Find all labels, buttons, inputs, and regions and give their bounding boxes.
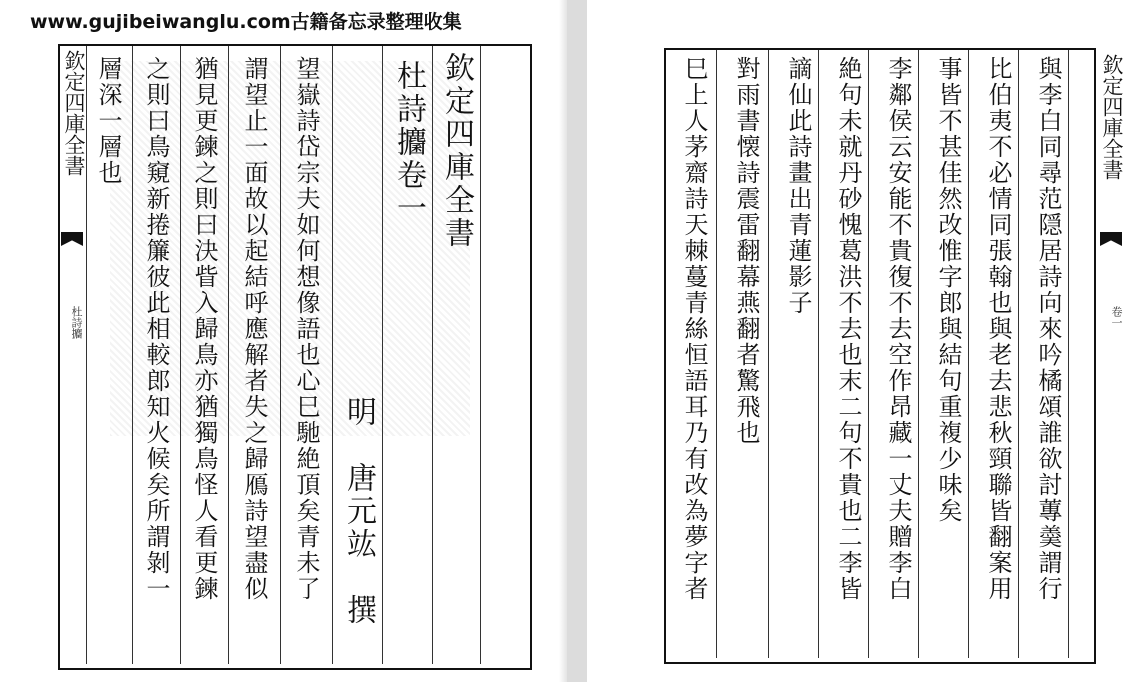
book-gutter-shadow	[559, 0, 567, 682]
text-column: 之則曰鳥窺新捲簾彼此相較郎知火候矣所謂剝一	[142, 56, 170, 602]
column-rule	[86, 46, 87, 664]
column-rule	[180, 46, 181, 664]
text-column: 李鄰侯云安能不貴復不去空作昂藏一丈夫贈李白	[884, 56, 912, 602]
text-column: 層深一層也	[94, 56, 122, 186]
text-column: 猶見更鍊之則曰決眥入歸鳥亦猶獨鳥怪人看更鍊	[190, 56, 218, 602]
column-rule	[818, 50, 819, 658]
text-column: 謫仙此詩畫出青蓮影子	[784, 56, 812, 316]
column-rule	[768, 50, 769, 658]
text-column: 對雨書懐詩震雷翻幕燕翻者驚飛也	[732, 56, 760, 446]
left-page	[40, 36, 562, 682]
column-rule	[432, 46, 433, 664]
column-rule	[1068, 50, 1069, 658]
column-rule	[868, 50, 869, 658]
right-page	[640, 36, 1147, 682]
text-column: 比伯夷不必情同張翰也與老去悲秋頸聯皆翻案用	[984, 56, 1012, 602]
column-rule	[1018, 50, 1019, 658]
right-side-label: 卷一	[1110, 306, 1123, 328]
text-column: 望嶽詩岱宗夫如何想像語也心巳馳絶頂矣青未了	[292, 56, 320, 602]
text-column: 欽定四庫全書	[439, 52, 474, 250]
left-side-label: 杜詩攟	[70, 306, 83, 339]
watermark: www.gujibeiwanglu.com古籍备忘录整理收集	[30, 11, 462, 33]
book-gutter	[567, 0, 587, 682]
column-rule	[480, 46, 481, 664]
column-rule	[280, 46, 281, 664]
column-rule	[382, 46, 383, 664]
column-rule	[228, 46, 229, 664]
left-edge-label: 欽定四庫全書	[62, 50, 86, 176]
text-column: 謂望止一面故以起結呼應解者失之歸鴈詩望盡似	[240, 56, 268, 602]
text-column: 事皆不甚佳然改惟字郎與結句重複少味矣	[934, 56, 962, 524]
text-column: 巳上人茅齋詩天棘蔓青絲恒語耳乃有改為夢字者	[680, 56, 708, 602]
text-column: 明 唐元竑 撰	[341, 396, 376, 627]
column-rule	[968, 50, 969, 658]
column-rule	[132, 46, 133, 664]
fish-tail-mark	[1100, 232, 1122, 246]
right-edge-label: 欽定四庫全書	[1100, 54, 1124, 180]
column-rule	[918, 50, 919, 658]
text-column: 與李白同尋范隠居詩向來吟橘頌誰欲討蓴羮謂行	[1034, 56, 1062, 602]
column-rule	[332, 46, 333, 664]
column-rule	[716, 50, 717, 658]
text-column: 絶句未就丹砂愧葛洪不去也末二句不貴也二李皆	[834, 56, 862, 602]
text-column: 杜詩攟卷一	[391, 60, 426, 225]
